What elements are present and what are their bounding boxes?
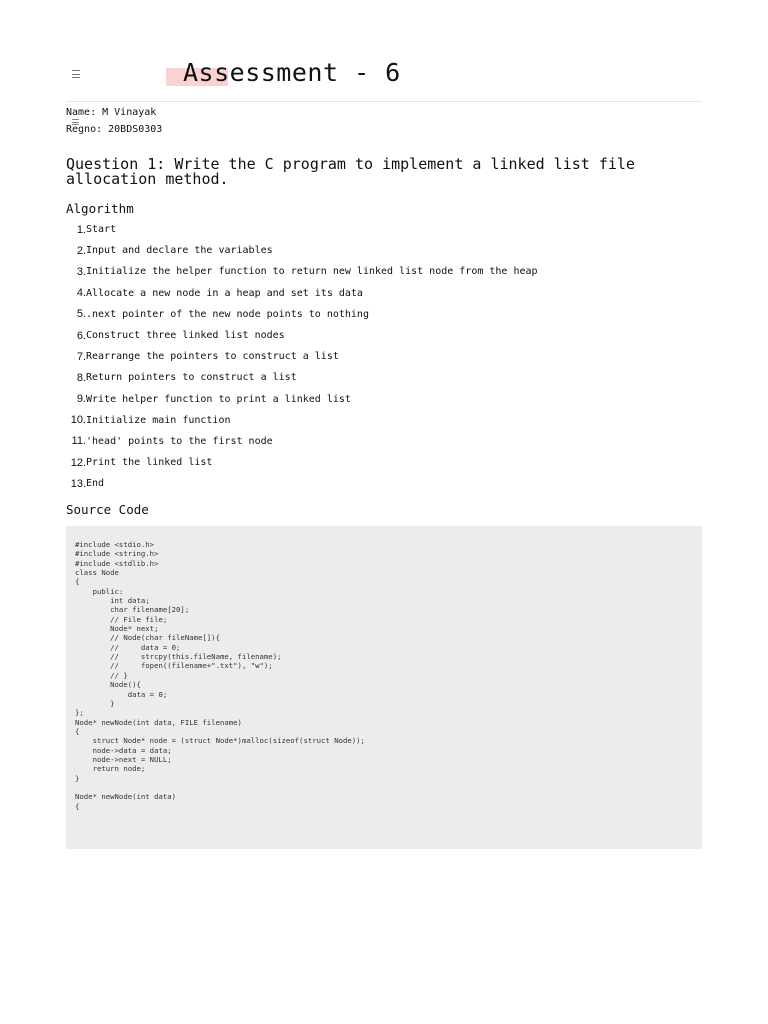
step-number: 8. [76,371,86,384]
step-number: 12. [70,456,86,469]
algorithm-step [66,240,706,261]
step-number: 10. [70,414,86,427]
step-number: 6. [76,329,86,342]
step-text: Rearrange the pointers to construct a list [86,351,339,363]
algorithm-step [66,410,706,431]
title-divider [66,101,702,102]
code-block[interactable] [66,526,702,849]
question-heading: Question 1: Write the C program to implement a linked list file allocation method. [66,155,635,188]
step-number: 1. [76,223,86,236]
algorithm-step [66,367,706,388]
algorithm-step [66,452,706,473]
step-text: Start [86,224,117,236]
title-area [166,58,401,87]
step-text: Return pointers to construct a list [86,372,297,384]
algorithm-step [66,304,706,325]
algorithm-list [66,219,706,494]
step-text: Print the linked list [86,457,213,469]
algorithm-step [66,346,706,367]
student-regno: Regno: 20BDS0303 [66,124,163,135]
page-title: Assessment - 6 [183,58,401,87]
step-number: 7. [76,350,86,363]
step-text: Input and declare the variables [86,245,273,257]
step-text: Initialize main function [86,414,231,426]
step-number: 9. [76,393,86,406]
step-number: 5. [76,308,86,321]
step-text: .next pointer of the new node points to nothing [86,308,369,320]
step-text: Write helper function to print a linked list [86,393,351,405]
algorithm-step [66,261,706,282]
step-text: 'head' points to the first node [86,435,273,447]
step-number: 3. [76,265,86,278]
menu-icon[interactable] [72,70,80,78]
step-number: 13. [70,477,86,490]
step-text: End [86,478,105,490]
algorithm-step [66,431,706,452]
algorithm-step [66,325,706,346]
source-code-heading: Source Code [66,502,149,517]
algorithm-step [66,389,706,410]
step-number: 11. [71,435,86,448]
step-text: Construct three linked list nodes [86,330,285,342]
algorithm-step [66,473,706,494]
step-text: Initialize the helper function to return new linked list node from the heap [86,266,538,278]
step-number: 4. [76,287,86,300]
algorithm-heading: Algorithm [66,201,134,216]
algorithm-step [66,219,706,240]
algorithm-step [66,283,706,304]
source-code[interactable]: #include <stdio.h> #include <string.h> #include <stdlib.h> class Node { public: int data; char filename[20]; // File file; Node* next; // Node(char fileName[]){ // data = 0; // strcpy(this.fileName, filename); // fopen((filename+".txt"), "w"); // } Node(){ data = 0; } }; Node* newNode(int data, FILE filename) { struct Node* node = (struct Node*)malloc(sizeof(struct Node)); node->data = data; node->next = NULL; return node; } Node* newNode(int data) { [75,540,365,811]
step-text: Allocate a new node in a heap and set its data [86,287,363,299]
student-name: Name: M Vinayak [66,107,157,118]
step-number: 2. [76,244,86,257]
